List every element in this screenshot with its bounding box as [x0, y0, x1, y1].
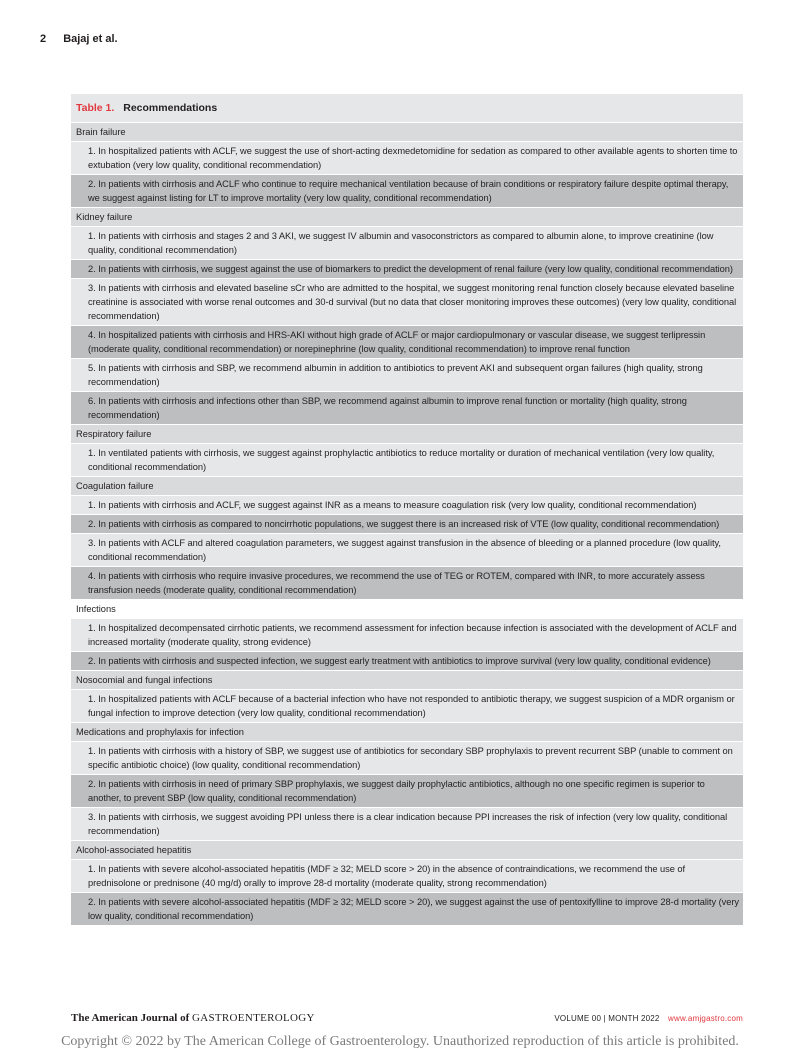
recommendation-row: 1. In hospitalized decompensated cirrhotic patients, we recommend assessment for infection because infection is associated with the development of ACLF and increased mortality (moderate quality, strong evidence) [71, 619, 743, 652]
recommendation-row: 4. In patients with cirrhosis who require invasive procedures, we recommend the use of TEG or ROTEM, compared with INR, to more accurately assess transfusion needs (moderate quality, conditional recommendation) [71, 567, 743, 600]
recommendation-row: 3. In patients with ACLF and altered coagulation parameters, we suggest against transfusion in the absence of bleeding or a planned procedure (low quality, conditional recommendation) [71, 534, 743, 567]
recommendation-row: 3. In patients with cirrhosis, we suggest avoiding PPI unless there is a clear indication because PPI increases the risk of infection (very low quality, conditional recommendation) [71, 808, 743, 841]
issue-label: VOLUME 00 | MONTH 2022 [554, 1014, 660, 1023]
recommendation-row: 5. In patients with cirrhosis and SBP, we recommend albumin in addition to antibiotics to prevent AKI and subsequent organ failures (high quality, strong recommendation) [71, 359, 743, 392]
recommendation-row: 1. In patients with cirrhosis and stages 2 and 3 AKI, we suggest IV albumin and vasoconstrictors as compared to albumin alone, to improve creatinine (low quality, conditional recommendation) [71, 227, 743, 260]
recommendation-row: 1. In patients with cirrhosis and ACLF, we suggest against INR as a means to measure coagulation risk (very low quality, conditional recommendation) [71, 496, 743, 515]
section-header: Coagulation failure [71, 477, 743, 496]
section-header: Kidney failure [71, 208, 743, 227]
recommendation-row: 2. In patients with cirrhosis and suspected infection, we suggest early treatment with antibiotics to improve survival (very low quality, conditional evidence) [71, 652, 743, 671]
recommendation-row: 6. In patients with cirrhosis and infections other than SBP, we recommend against albumin to improve renal function or mortality (high quality, strong recommendation) [71, 392, 743, 425]
section-header: Nosocomial and fungal infections [71, 671, 743, 690]
section-header: Infections [71, 600, 743, 619]
recommendation-row: 2. In patients with cirrhosis in need of primary SBP prophylaxis, we suggest daily prophylactic antibiotics, although no one specific regimen is superior to another, to prevent SBP (low quality, conditional recommendation) [71, 775, 743, 808]
running-authors: Bajaj et al. [63, 33, 118, 45]
journal-prefix: The American Journal of [71, 1012, 190, 1024]
section-header: Brain failure [71, 123, 743, 142]
recommendation-row: 1. In hospitalized patients with ACLF because of a bacterial infection who have not responded to antibiotic therapy, we suggest suspicion of a MDR organism or fungal infection to improve detection (very low quality, conditional recommendation) [71, 690, 743, 723]
section-header: Alcohol-associated hepatitis [71, 841, 743, 860]
recommendation-row: 4. In hospitalized patients with cirrhosis and HRS-AKI without high grade of ACLF or major cardiopulmonary or vascular disease, we suggest terlipressin (moderate quality, conditional recommendation) or norepinephrine (low quality, conditional recommendation) to improve renal function [71, 326, 743, 359]
journal-title: GASTROENTEROLOGY [192, 1012, 315, 1024]
table-body [71, 123, 743, 926]
recommendation-row: 2. In patients with cirrhosis as compared to noncirrhotic populations, we suggest there is an increased risk of VTE (low quality, conditional recommendation) [71, 515, 743, 534]
journal-url-link[interactable]: www.amjgastro.com [668, 1014, 743, 1023]
section-header: Respiratory failure [71, 425, 743, 444]
recommendations-table [71, 94, 743, 926]
recommendation-row: 3. In patients with cirrhosis and elevated baseline sCr who are admitted to the hospital, we suggest monitoring renal function closely because elevated baseline creatinine is associated with worse renal outcomes and 30-d survival (but no data that closer monitoring improves these outcomes) (very low quality, conditional recommendation) [71, 279, 743, 326]
section-header: Medications and prophylaxis for infection [71, 723, 743, 742]
journal-name [71, 1012, 315, 1024]
recommendation-row: 1. In hospitalized patients with ACLF, we suggest the use of short-acting dexmedetomidine for sedation as compared to other available agents to shorten time to extubation (very low quality, conditional recommendation) [71, 142, 743, 175]
page-number: 2 [40, 33, 47, 45]
table-caption: Recommendations [123, 102, 218, 114]
recommendation-row: 2. In patients with cirrhosis and ACLF who continue to require mechanical ventilation because of brain conditions or respiratory failure despite optimal therapy, we suggest against listing for LT to improve mortality (very low quality, conditional recommendation) [71, 175, 743, 208]
recommendation-row: 2. In patients with cirrhosis, we suggest against the use of biomarkers to predict the development of renal failure (very low quality, conditional recommendation) [71, 260, 743, 279]
issue-info [554, 1014, 743, 1023]
recommendation-row: 1. In patients with severe alcohol-associated hepatitis (MDF ≥ 32; MELD score > 20) in the absence of contraindications, we recommend the use of prednisolone or prednisone (40 mg/d) orally to improve 28-d mortality (moderate quality, strong recommendation) [71, 860, 743, 893]
running-header [40, 33, 118, 45]
table-title [71, 94, 743, 123]
copyright-notice: Copyright © 2022 by The American College of Gastroenterology. Unauthorized reproduction of this article is prohibited. [61, 1034, 739, 1049]
table-label: Table 1. [76, 102, 115, 114]
recommendation-row: 1. In patients with cirrhosis with a history of SBP, we suggest use of antibiotics for secondary SBP prophylaxis to prevent recurrent SBP (unable to comment on specific antibiotic choice) (low quality, conditional recommendation) [71, 742, 743, 775]
recommendation-row: 1. In ventilated patients with cirrhosis, we suggest against prophylactic antibiotics to reduce mortality or duration of mechanical ventilation (very low quality, conditional recommendation) [71, 444, 743, 477]
recommendation-row: 2. In patients with severe alcohol-associated hepatitis (MDF ≥ 32; MELD score > 20), we suggest against the use of pentoxifylline to improve 28-d mortality (very low quality, conditional recommendation) [71, 893, 743, 926]
